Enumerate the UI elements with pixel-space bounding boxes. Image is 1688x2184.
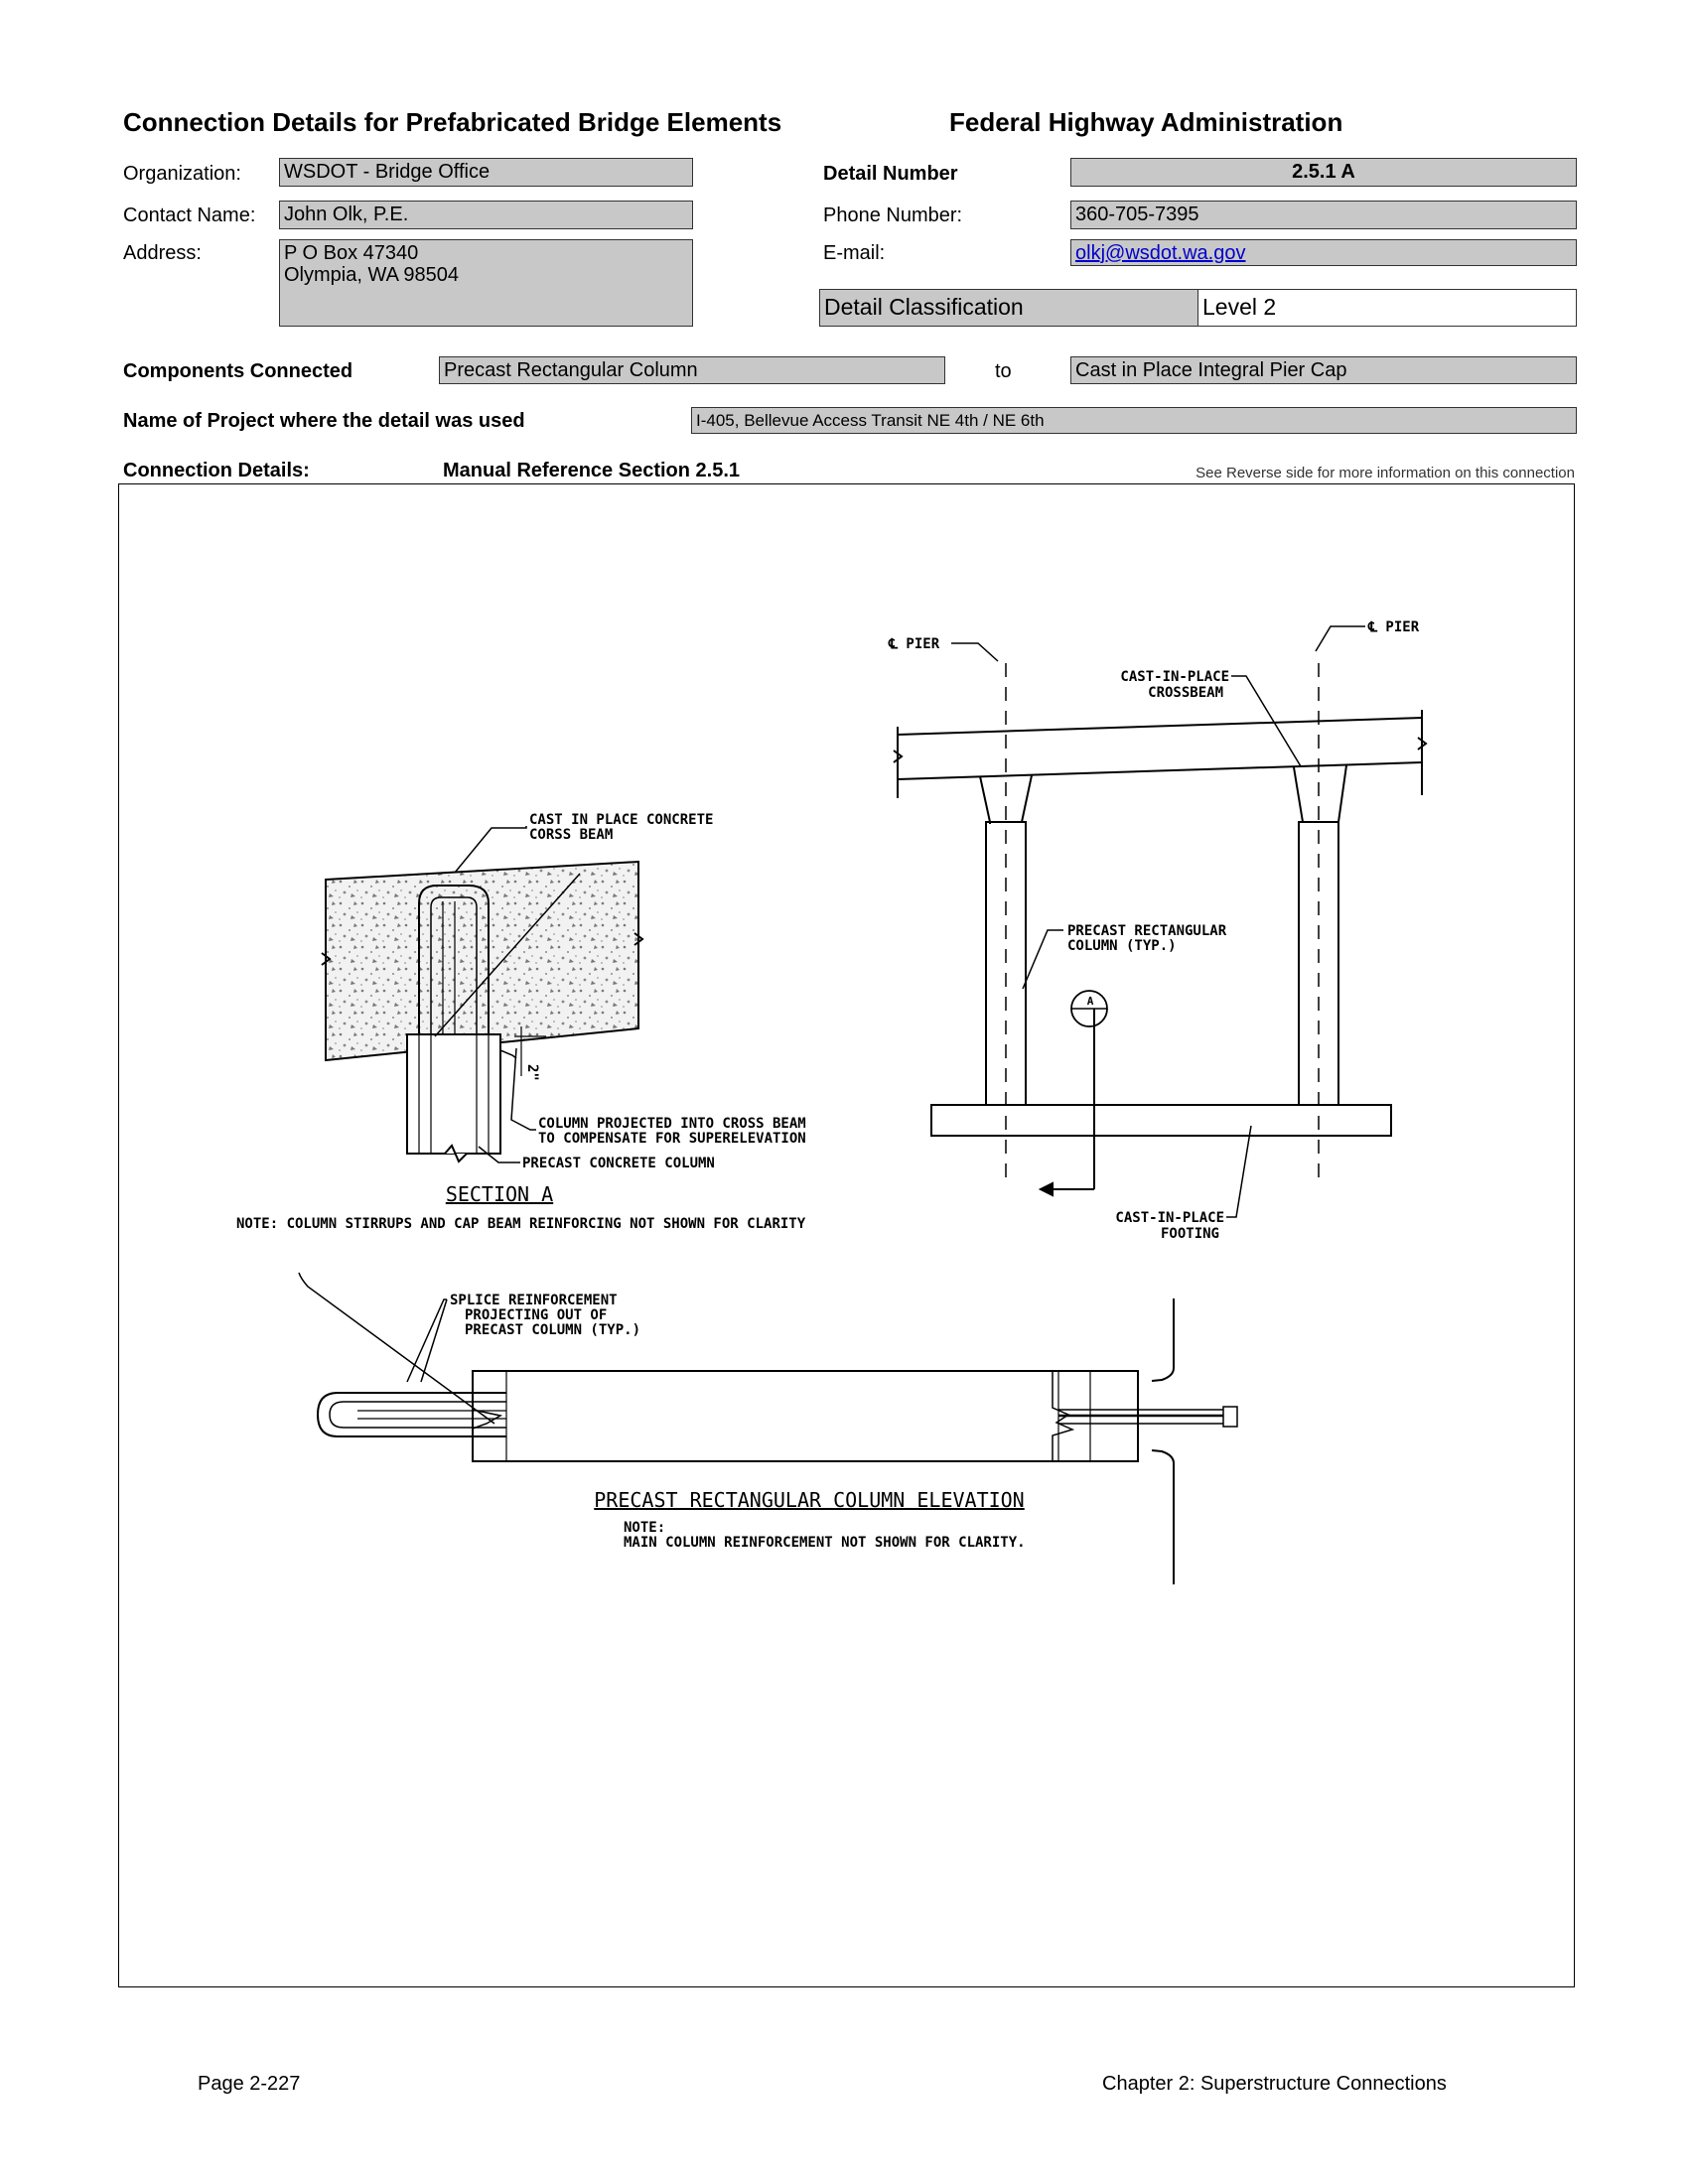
address-line-1: P O Box 47340 (284, 242, 419, 264)
section-marker-letter: A (1086, 995, 1094, 1008)
components-label: Components Connected (123, 360, 353, 382)
pier-centerline-label-right: ℄ PIER (1368, 619, 1420, 635)
precast-column-label-1: PRECAST RECTANGULAR (1067, 923, 1227, 939)
splice-label-1: SPLICE REINFORCEMENT (450, 1293, 618, 1308)
phone-field[interactable]: 360-705-7395 (1070, 201, 1577, 229)
project-label: Name of Project where the detail was used (123, 410, 525, 432)
cip-concrete-label-1: CAST IN PLACE CONCRETE (529, 812, 714, 828)
cip-crossbeam-label-1: CAST-IN-PLACE (1120, 669, 1229, 685)
column-projected-label-2: TO COMPENSATE FOR SUPERELEVATION (538, 1131, 806, 1147)
splice-label-3: PRECAST COLUMN (TYP.) (465, 1322, 641, 1338)
splice-label-2: PROJECTING OUT OF (465, 1307, 608, 1323)
document-title: Connection Details for Prefabricated Bridge Elements (123, 107, 782, 137)
chapter-title: Chapter 2: Superstructure Connections (1102, 2073, 1447, 2095)
contact-name-label: Contact Name: (123, 205, 256, 226)
email-field[interactable] (1070, 239, 1577, 266)
column-elevation-note-2: MAIN COLUMN REINFORCEMENT NOT SHOWN FOR CLARITY. (624, 1535, 1026, 1551)
email-link[interactable]: olkj@wsdot.wa.gov (1075, 242, 1246, 264)
column-elevation-note-1: NOTE: (624, 1520, 666, 1536)
reverse-side-note: See Reverse side for more information on this connection (1196, 465, 1575, 481)
column-elevation-title: PRECAST RECTANGULAR COLUMN ELEVATION (594, 1488, 1025, 1512)
pier-centerline-label-left: ℄ PIER (889, 636, 940, 652)
section-a-title: SECTION A (445, 1182, 554, 1206)
phone-label: Phone Number: (823, 205, 963, 226)
projection-dimension: 2" (524, 1064, 540, 1081)
drawing-frame (118, 483, 1575, 1987)
detail-number-field[interactable]: 2.5.1 A (1070, 158, 1577, 187)
organization-label: Organization: (123, 163, 241, 185)
address-label: Address: (123, 242, 202, 264)
precast-column-label-2: COLUMN (TYP.) (1067, 938, 1177, 954)
section-a-note: NOTE: COLUMN STIRRUPS AND CAP BEAM REINFORCING NOT SHOWN FOR CLARITY (236, 1216, 806, 1232)
agency-name: Federal Highway Administration (949, 107, 1343, 137)
connection-details-label: Connection Details: (123, 460, 310, 481)
detail-number-label: Detail Number (823, 163, 958, 185)
email-label: E-mail: (823, 242, 886, 264)
contact-name-field[interactable]: John Olk, P.E. (279, 201, 693, 229)
address-line-2: Olympia, WA 98504 (284, 264, 460, 286)
page-number: Page 2-227 (198, 2073, 301, 2095)
classification-value[interactable]: Level 2 (1202, 294, 1277, 320)
cip-footing-label-2: FOOTING (1160, 1226, 1219, 1242)
manual-reference: Manual Reference Section 2.5.1 (443, 460, 741, 481)
column-projected-label-1: COLUMN PROJECTED INTO CROSS BEAM (538, 1116, 806, 1132)
organization-field[interactable]: WSDOT - Bridge Office (279, 158, 693, 187)
detail-classification (819, 289, 1577, 327)
address-field[interactable] (279, 239, 693, 327)
project-field[interactable]: I-405, Bellevue Access Transit NE 4th / NE 6th (691, 407, 1577, 434)
component-to-field[interactable]: Cast in Place Integral Pier Cap (1070, 356, 1577, 384)
cip-concrete-label-2: CORSS BEAM (529, 827, 614, 843)
component-from-field[interactable]: Precast Rectangular Column (439, 356, 945, 384)
classification-label: Detail Classification (820, 290, 1198, 326)
cip-footing-label-1: CAST-IN-PLACE (1115, 1210, 1224, 1226)
pier-elevation (894, 626, 1426, 1217)
connection-drawing (119, 484, 1573, 1985)
components-to-label: to (995, 360, 1012, 382)
section-a-drawing (322, 826, 642, 1162)
precast-concrete-column-label: PRECAST CONCRETE COLUMN (522, 1156, 715, 1171)
cip-crossbeam-label-2: CROSSBEAM (1148, 685, 1223, 701)
